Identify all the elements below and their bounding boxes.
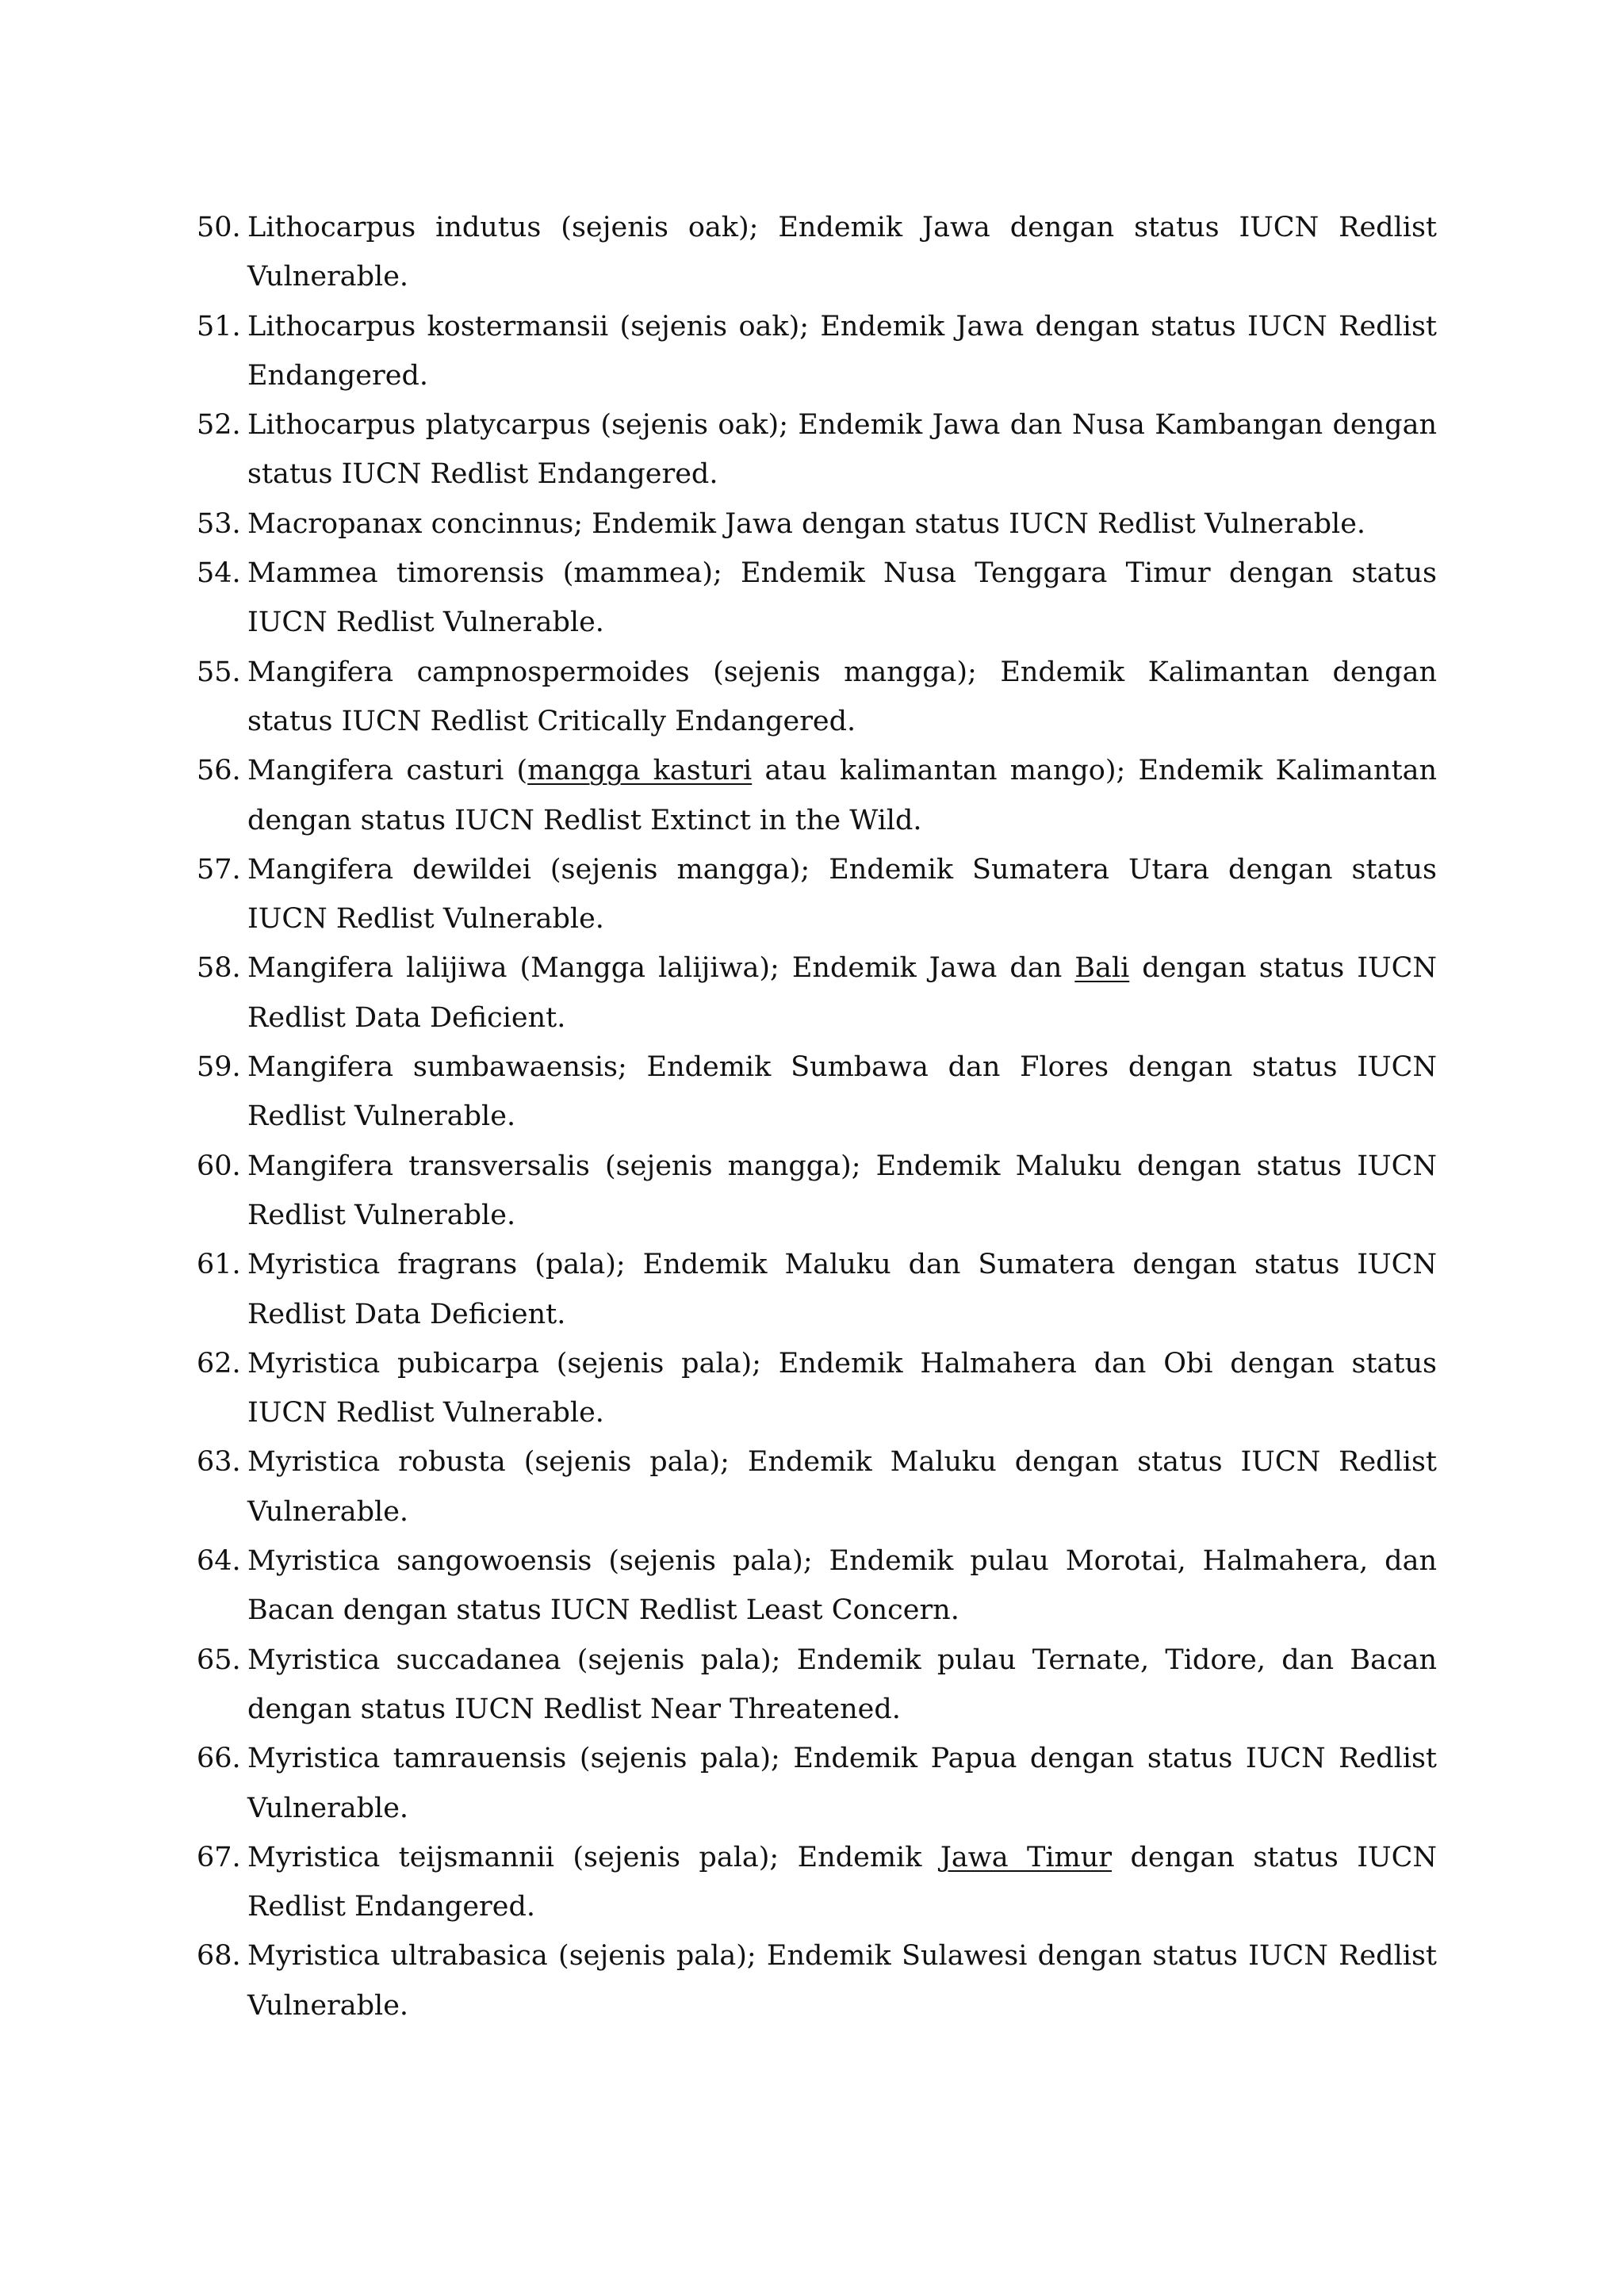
item-text: Myristica fragrans (pala); Endemik Maluku dan Sumatera dengan status IUCN Redlist Data Deficient. (247, 1249, 1437, 1330)
item-text: Myristica ultrabasica (sejenis pala); Endemik Sulawesi dengan status IUCN Redlist Vulnerable. (247, 1940, 1437, 2022)
item-text: Myristica tamrauensis (sejenis pala); Endemik Papua dengan status IUCN Redlist Vulnerable. (247, 1743, 1437, 1824)
item-text: Macropanax concinnus; Endemik Jawa dengan status IUCN Redlist Vulnerable. (247, 507, 1366, 540)
item-number: 53. (197, 507, 241, 540)
list-item (197, 845, 1437, 944)
list-item (197, 746, 1437, 845)
item-number: 59. (197, 1051, 241, 1084)
item-number: 52. (197, 409, 241, 442)
list-item (197, 1833, 1437, 1932)
list-item (197, 1437, 1437, 1536)
list-item (197, 549, 1437, 648)
list-item (197, 499, 1437, 549)
item-text: Myristica pubicarpa (sejenis pala); Endemik Halmahera dan Obi dengan status IUCN Redlist Vulnerable. (247, 1347, 1437, 1429)
list-item (197, 1339, 1437, 1438)
underlined-link-text: Jawa Timur (940, 1841, 1113, 1873)
item-text: Mangifera casturi (mangga kasturi atau kalimantan mango); Endemik Kalimantan dengan status IUCN Redlist Extinct in the Wild. (247, 755, 1437, 836)
item-number: 66. (197, 1743, 241, 1775)
list-item (197, 943, 1437, 1043)
species-list (197, 203, 1437, 2030)
item-text: Myristica robusta (sejenis pala); Endemik Maluku dengan status IUCN Redlist Vulnerable. (247, 1446, 1437, 1528)
item-number: 55. (197, 656, 241, 688)
item-number: 54. (197, 557, 241, 590)
item-text: Myristica succadanea (sejenis pala); Endemik pulau Ternate, Tidore, dan Bacan dengan status IUCN Redlist Near Threatened. (247, 1644, 1437, 1725)
item-number: 51. (197, 310, 241, 342)
list-item (197, 203, 1437, 302)
item-number: 50. (197, 212, 241, 243)
item-text: Mangifera campnospermoides (sejenis mangga); Endemik Kalimantan dengan status IUCN Redlist Critically Endangered. (247, 656, 1437, 737)
item-text: Mammea timorensis (mammea); Endemik Nusa Tenggara Timur dengan status IUCN Redlist Vulnerable. (247, 557, 1437, 639)
item-number: 64. (197, 1545, 241, 1578)
item-number: 62. (197, 1347, 241, 1380)
item-number: 56. (197, 755, 241, 787)
list-item (197, 648, 1437, 747)
item-number: 68. (197, 1940, 241, 1973)
item-text: Mangifera dewildei (sejenis mangga); Endemik Sumatera Utara dengan status IUCN Redlist Vulnerable. (247, 853, 1437, 936)
item-text: Lithocarpus indutus (sejenis oak); Endemik Jawa dengan status IUCN Redlist Vulnerable. (247, 212, 1437, 293)
list-item (197, 1931, 1437, 2030)
item-text: Lithocarpus platycarpus (sejenis oak); Endemik Jawa dan Nusa Kambangan dengan status IUCN Redlist Endangered. (247, 409, 1437, 491)
item-text: Mangifera transversalis (sejenis mangga); Endemik Maluku dengan status IUCN Redlist Vulnerable. (247, 1150, 1437, 1231)
list-item (197, 302, 1437, 401)
item-text: Myristica teijsmannii (sejenis pala); Endemik Jawa Timur dengan status IUCN Redlist Endangered. (247, 1841, 1437, 1923)
item-number: 63. (197, 1446, 241, 1479)
item-text: Mangifera lalijiwa (Mangga lalijiwa); Endemik Jawa dan Bali dengan status IUCN Redlist Data Deficient. (247, 952, 1437, 1034)
list-item (197, 1636, 1437, 1735)
underlined-link-text: mangga kasturi (527, 755, 753, 787)
list-item (197, 400, 1437, 499)
item-number: 61. (197, 1249, 241, 1281)
list-item (197, 1142, 1437, 1241)
item-text: Myristica sangowoensis (sejenis pala); Endemik pulau Morotai, Halmahera, dan Bacan dengan status IUCN Redlist Least Concern. (247, 1545, 1437, 1627)
list-item (197, 1734, 1437, 1833)
list-item (197, 1240, 1437, 1339)
item-text: Lithocarpus kostermansii (sejenis oak); Endemik Jawa dengan status IUCN Redlist Endangered. (247, 310, 1437, 392)
item-text: Mangifera sumbawaensis; Endemik Sumbawa dan Flores dengan status IUCN Redlist Vulnerable. (247, 1051, 1437, 1133)
item-number: 65. (197, 1644, 241, 1676)
list-item (197, 1043, 1437, 1142)
item-number: 58. (197, 952, 241, 985)
item-number: 60. (197, 1150, 241, 1182)
item-number: 67. (197, 1841, 241, 1873)
item-number: 57. (197, 853, 241, 886)
underlined-link-text: Bali (1074, 952, 1130, 985)
list-item (197, 1536, 1437, 1636)
